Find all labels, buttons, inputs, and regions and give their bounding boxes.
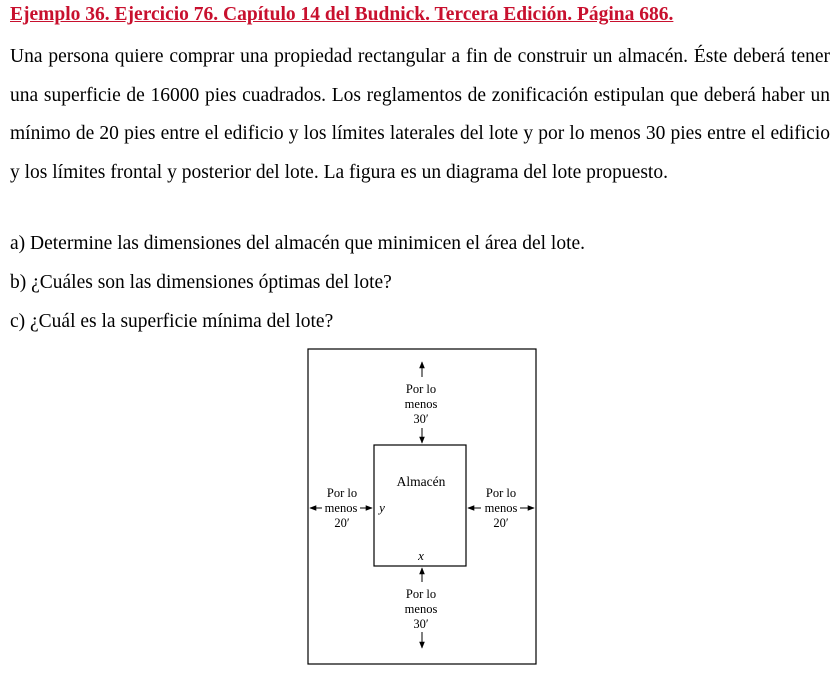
- top-label-line1: Por lo: [405, 382, 437, 396]
- question-c: c) ¿Cuál es la superficie mínima del lote?: [10, 311, 334, 332]
- top-label-line2: menos: [404, 397, 438, 411]
- question-b: b) ¿Cuáles son las dimensiones óptimas del lote?: [10, 272, 392, 293]
- bottom-label-line1: Por lo: [405, 587, 437, 601]
- question-a: a) Determine las dimensiones del almacén que minimicen el área del lote.: [10, 233, 586, 254]
- problem-statement: Una persona quiere comprar una propiedad rectangular a fin de construir un almacén. Éste deberá tener una superficie de 16000 pies cuadrados. Los reglamentos de zonificación estipulan que deberá haber un mínimo de 20 pies entre el edificio y los límites laterales del lote y por lo menos 30 pies entre el edificio y los límites frontal y posterior del lote. La figura es un diagrama del lote propuesto.: [10, 46, 830, 183]
- width-variable-x: x: [418, 548, 424, 563]
- right-label-line3: 20′: [493, 516, 509, 530]
- left-label-line3: 20′: [334, 516, 350, 530]
- page-title: Ejemplo 36. Ejercicio 76. Capítulo 14 del Budnick. Tercera Edición. Página 686.: [10, 4, 674, 25]
- height-variable-y: y: [379, 500, 385, 515]
- warehouse-label: Almacén: [396, 474, 446, 489]
- right-label-line2: menos: [484, 501, 518, 515]
- bottom-label-line2: menos: [404, 602, 438, 616]
- left-label-line1: Por lo: [326, 486, 358, 500]
- left-label-line2: menos: [324, 501, 358, 515]
- bottom-label-line3: 30′: [413, 617, 429, 631]
- right-label-line1: Por lo: [485, 486, 517, 500]
- top-label-line3: 30′: [413, 412, 429, 426]
